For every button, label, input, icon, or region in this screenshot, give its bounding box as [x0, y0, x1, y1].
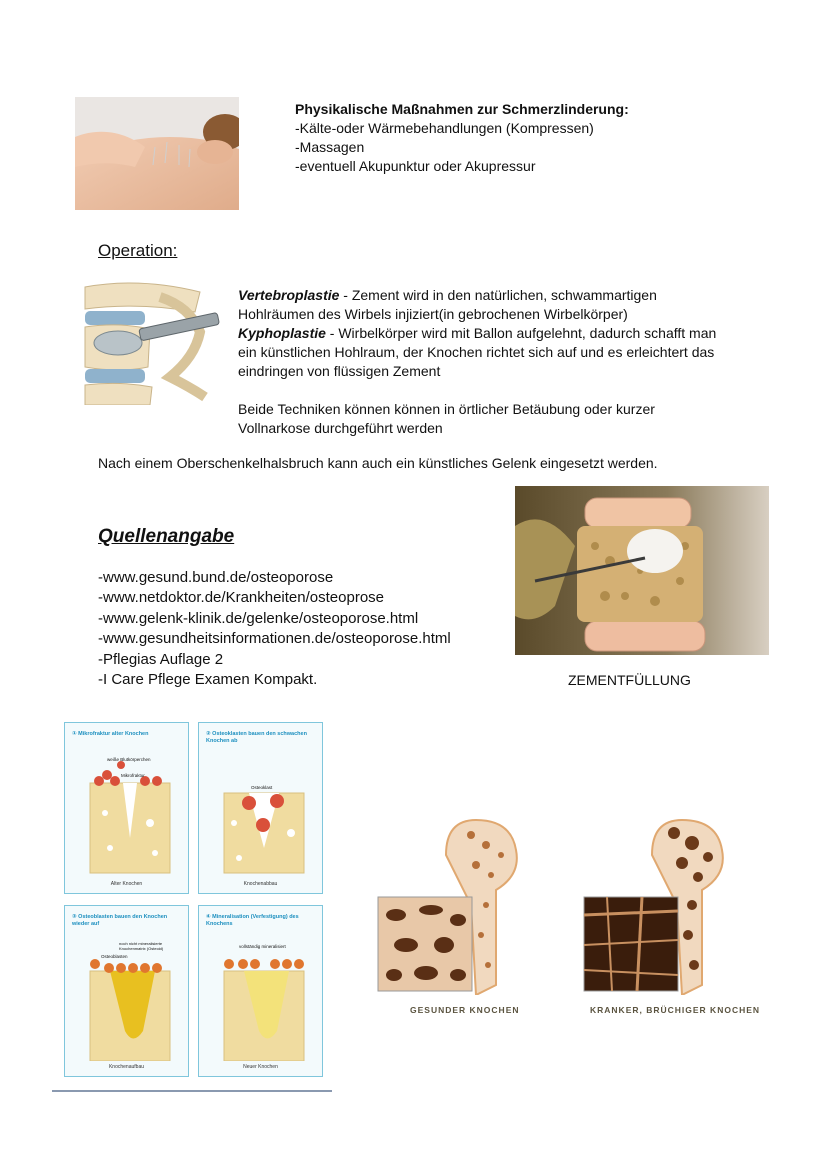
panel-caption: Neuer Knochen — [243, 1064, 278, 1070]
kyphoplasty-text-2: ein künstlichen Hohlraum, der Knochen richtet sich auf und es erleichtert das — [238, 344, 715, 360]
source-item: -I Care Pflege Examen Kompakt. — [98, 671, 318, 689]
panel-title: ② Osteoklasten bauen den schwachen Knochen ab — [206, 731, 307, 744]
panel-caption: Knochenaufbau — [108, 1064, 145, 1070]
panel-label: weiße Blutkörperchen — [107, 757, 151, 762]
hip-replacement-text: Nach einem Oberschenkelhalsbruch kann auch ein künstliches Gelenk eingesetzt werden. — [98, 455, 658, 471]
vertebroplasty-text: - Zement wird in den natürlichen, schwammartigen — [339, 287, 657, 303]
remodeling-panel-2 — [198, 722, 323, 894]
physical-item: -Kälte-oder Wärmebehandlungen (Kompressen) — [295, 120, 594, 136]
physical-title: Physikalische Maßnahmen zur Schmerzlinderung: — [295, 101, 629, 117]
physical-item: -eventuell Akupunktur oder Akupressur — [295, 158, 536, 174]
spine-illustration — [80, 277, 225, 405]
kyphoplasty-text-3: eindringen von flüssigen Zement — [238, 363, 441, 379]
cement-filling-photo — [515, 486, 769, 655]
panel-label: noch nicht mineralisierte Knochenmatrix (Osteoid) — [119, 941, 164, 951]
source-item: -www.gelenk-klinik.de/gelenke/osteoporose.html — [98, 609, 419, 627]
both-techniques-text: Beide Techniken können können in örtlicher Betäubung oder kurzer — [238, 401, 655, 417]
remodeling-panel-3 — [64, 905, 189, 1077]
source-item: -Pflegias Auflage 2 — [98, 650, 224, 668]
panel-title: ① Mikrofraktur alter Knochen — [72, 731, 149, 737]
panel-label: Osteoblasten — [101, 954, 128, 959]
source-item: -www.gesund.bund.de/osteoporose — [98, 569, 334, 586]
sources-heading: Quellenangabe — [98, 526, 235, 547]
cement-caption: ZEMENTFÜLLUNG — [568, 672, 691, 688]
both-techniques-text-2: Vollnarkose durchgeführt werden — [238, 420, 443, 436]
remodeling-panel-4 — [198, 905, 323, 1077]
healthy-bone-illustration — [376, 815, 556, 995]
kyphoplasty-text: - Wirbelkörper wird mit Ballon aufgelehnt, dadurch schafft man — [325, 325, 717, 341]
remodeling-panel-1 — [64, 722, 189, 894]
divider-line — [52, 1090, 332, 1092]
panel-label: Mikrofraktur — [121, 773, 145, 778]
vertebroplasty-term: Vertebroplastie — [238, 287, 340, 303]
operation-heading: Operation: — [98, 241, 178, 260]
source-item: -www.netdoktor.de/Krankheiten/osteoprose — [98, 589, 385, 607]
panel-caption: Knochenabbau — [243, 881, 278, 887]
brittle-bone-illustration — [582, 815, 762, 995]
source-item: -www.gesundheitsinformationen.de/osteoporose.html — [98, 630, 451, 648]
physical-item: -Massagen — [295, 139, 365, 155]
panel-title: ④ Mineralisation (Verfestigung) des Knochens — [206, 914, 299, 927]
panel-title: ③ Osteoblasten bauen den Knochen wieder auf — [72, 914, 168, 927]
panel-label: vollständig mineralisiert — [239, 944, 286, 949]
panel-caption: Alter Knochen — [110, 881, 143, 887]
healthy-bone-caption: GESUNDER KNOCHEN — [410, 1005, 520, 1015]
vertebroplasty-text-2: Hohlräumen des Wirbels injiziert(in gebrochenen Wirbelkörper) — [238, 306, 628, 322]
panel-label: Osteoklast — [251, 785, 273, 790]
kyphoplasty-term: Kyphoplastie — [238, 325, 326, 341]
acupuncture-photo — [75, 97, 239, 210]
brittle-bone-caption: KRANKER, BRÜCHIGER KNOCHEN — [590, 1005, 761, 1015]
